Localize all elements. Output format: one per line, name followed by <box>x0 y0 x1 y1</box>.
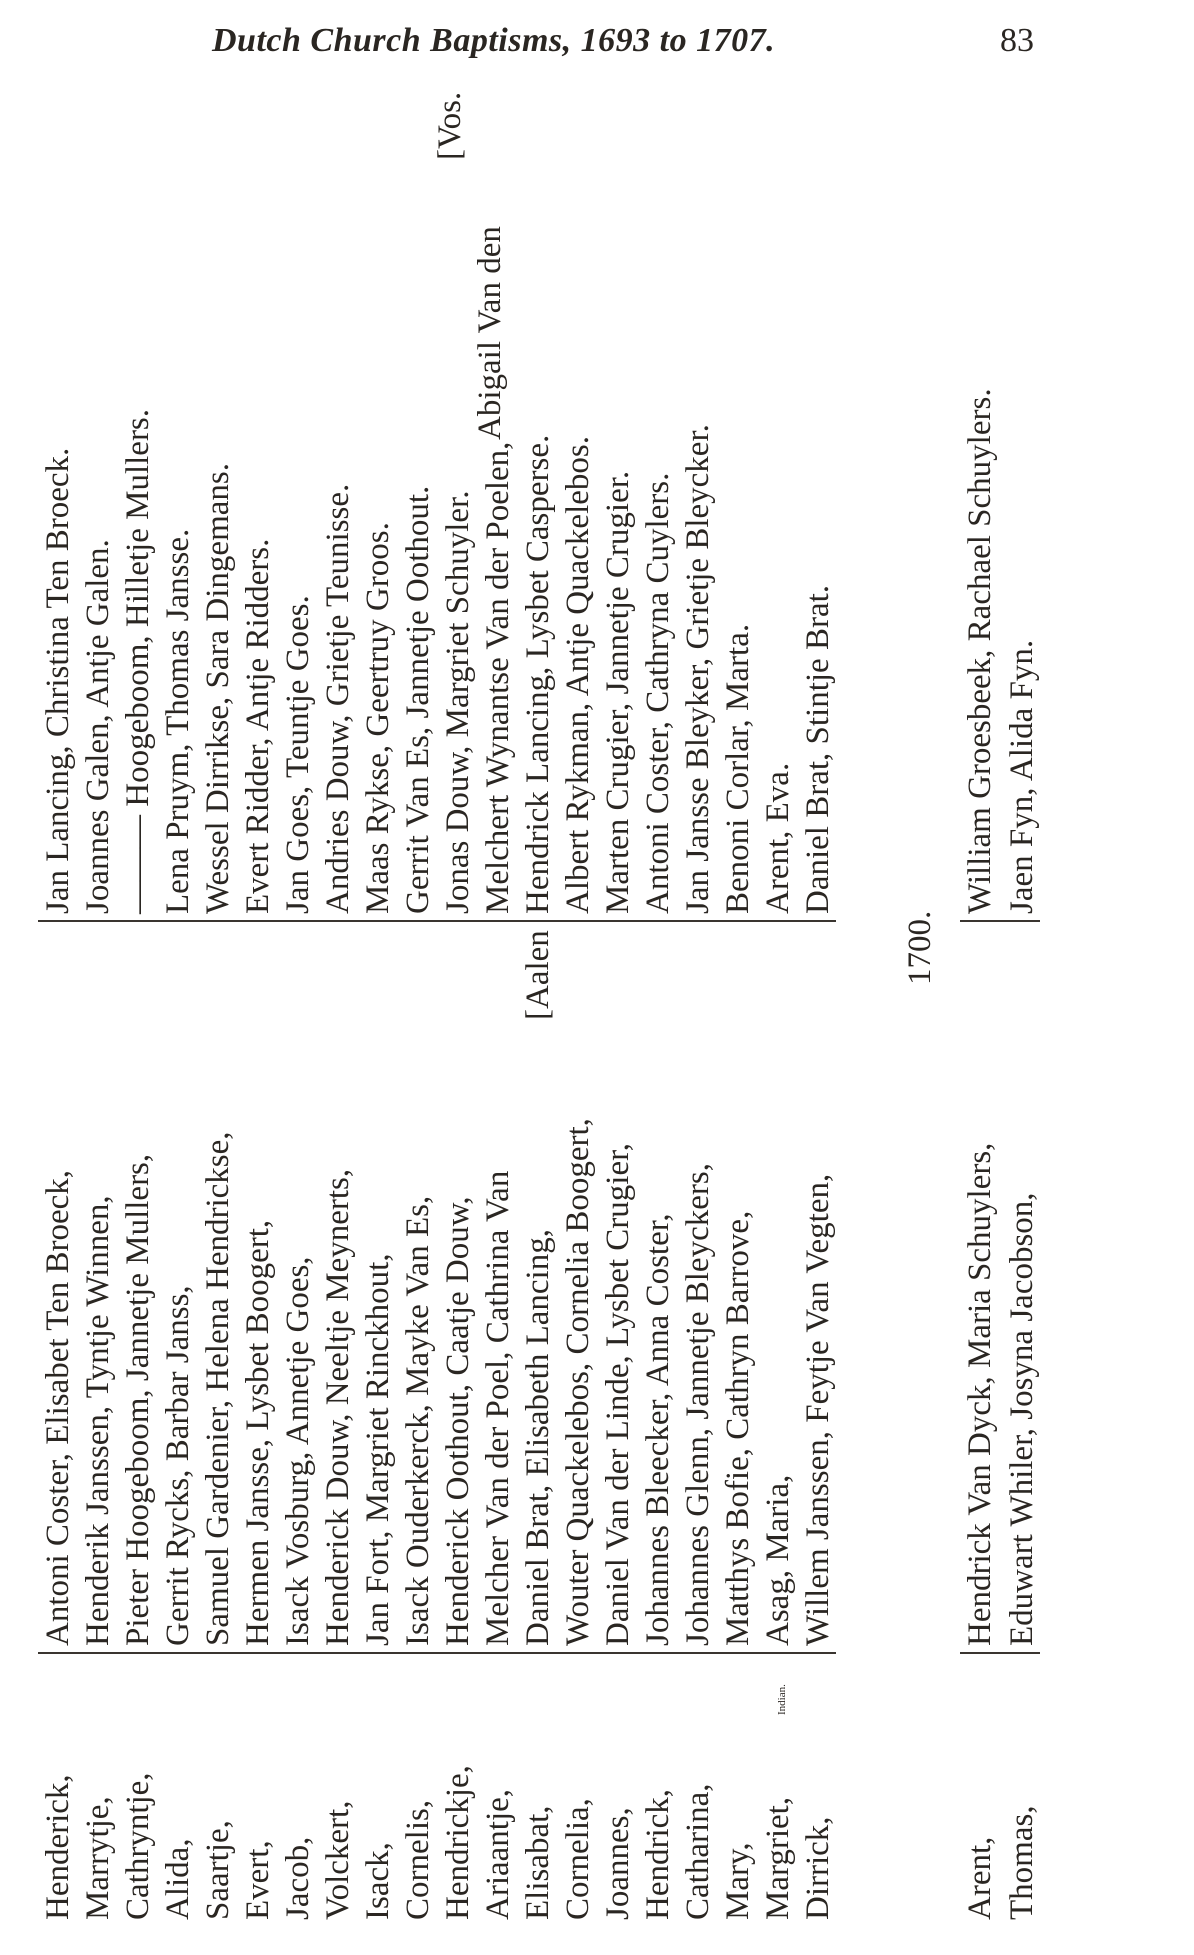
column-rule-parents-1700 <box>960 1652 1040 1654</box>
sponsors-names: Albert Rykman, Antje Quackelebos. <box>560 436 596 914</box>
sponsors-names: Daniel Brat, Stintje Brat. <box>800 584 836 914</box>
running-header <box>0 22 1194 62</box>
child-name: Ariaantje, <box>480 1788 516 1920</box>
parents-names: Hendrick Van Dyck, Maria Schuylers, <box>962 1142 998 1646</box>
parents-names: Jan Fort, Margriet Rinckhout, <box>360 1253 396 1646</box>
parents-names: Isack Vosburg, Annetje Goes, <box>280 1256 316 1646</box>
child-name: Joannes, <box>600 1807 636 1920</box>
sponsors-names: Maas Rykse, Geertruy Groos. <box>360 522 396 914</box>
child-name: Cathryntje, <box>120 1772 156 1920</box>
parents-names: Henderik Janssen, Tyntje Winnen, <box>80 1195 116 1646</box>
page-number: 83 <box>1000 22 1034 59</box>
sponsors-names: Jan Jansse Bleyker, Grietje Bleycker. <box>680 424 716 914</box>
parents-names: Henderick Douw, Neeltje Meynerts, <box>320 1168 356 1646</box>
parents-names: Pieter Hoogeboom, Jannetje Mullers, <box>120 1153 156 1646</box>
parents-names: Johannes Glenn, Jannetje Bleyckers, <box>680 1163 716 1646</box>
parents-names: Willem Janssen, Feytje Van Vegten, <box>800 1173 836 1646</box>
parents-names: Matthys Bofie, Cathryn Barrove, <box>720 1210 756 1646</box>
child-name: Henderick, <box>40 1774 76 1920</box>
column-rule-sponsors <box>38 920 836 922</box>
parents-names: Wouter Quackelebos, Cornelia Boogert, <box>560 1118 596 1646</box>
parents-names: Daniel Van der Linde, Lysbet Crugier, <box>600 1142 636 1646</box>
child-name: Marrytje, <box>80 1796 116 1920</box>
sponsors-names: Evert Ridder, Antje Ridders. <box>240 538 276 914</box>
child-name: Isack, <box>360 1842 396 1920</box>
child-name: Alida, <box>160 1838 196 1920</box>
sponsors-names: Joannes Galen, Antje Galen. <box>80 539 116 914</box>
child-name: Volckert, <box>320 1800 356 1920</box>
child-name: Jacob, <box>280 1836 316 1920</box>
child-name: Arent, <box>962 1836 998 1920</box>
sponsors-names: Melchert Wynantse Van der Poelen, <box>480 441 516 914</box>
sponsors-names: Marten Crugier, Jannetje Crugier. <box>600 470 636 914</box>
child-name: Saartje, <box>200 1820 236 1920</box>
sponsors-names: Jonas Douw, Margriet Schuyler. <box>440 490 476 914</box>
parents-names: Isack Ouderkerck, Mayke Van Es, <box>400 1195 436 1646</box>
parents-names: Hermen Jansse, Lysbet Boogert, <box>240 1219 276 1646</box>
year-heading: 1700. <box>902 910 938 985</box>
parents-names: Melcher Van der Poel, Cathrina Van <box>480 1170 516 1646</box>
child-name: Cornelia, <box>560 1798 596 1920</box>
parents-names: Asag, Maria, <box>760 1474 796 1646</box>
sponsors-names: Hendrick Lancing, Lysbet Casperse. <box>520 434 556 914</box>
column-rule-parents <box>38 1652 836 1654</box>
continuation-van-den: Abigail Van den <box>472 226 508 440</box>
sponsors-names: Arent, Eva. <box>760 762 796 914</box>
child-name: Catharina, <box>680 1783 716 1920</box>
sponsors-names: Antoni Coster, Cathryna Cuylers. <box>640 472 676 914</box>
child-name: Hendrick, <box>640 1788 676 1920</box>
sponsors-names: Gerrit Van Es, Jannetje Oothout. <box>400 485 436 914</box>
parents-names: Henderick Oothout, Caatje Douw, <box>440 1196 476 1646</box>
parents-names: Gerrit Rycks, Barbar Janss, <box>160 1285 196 1646</box>
sponsors-names: Jan Goes, Teuntje Goes. <box>280 595 316 914</box>
child-name: Cornelis, <box>400 1799 436 1920</box>
sponsors-names: William Groesbeek, Rachael Schuylers. <box>962 388 998 914</box>
sponsors-names: Jaen Fyn, Alida Fyn. <box>1004 639 1040 914</box>
column-rule-sponsors-1700 <box>960 920 1040 922</box>
parents-names: Johannes Bleecker, Anna Coster, <box>640 1213 676 1646</box>
child-name: Elisabat, <box>520 1805 556 1920</box>
child-name: Mary, <box>720 1842 756 1920</box>
sponsors-names: Jan Lancing, Christina Ten Broeck. <box>40 447 76 914</box>
sponsors-names: Benoni Corlar, Marta. <box>720 623 756 914</box>
sponsors-names: Lena Pruym, Thomas Jansse. <box>160 528 196 914</box>
sponsors-names: ——— Hoogeboom, Hilletje Mullers. <box>120 408 156 914</box>
child-note: Indian. <box>776 1684 788 1715</box>
parents-names: Antoni Coster, Elisabet Ten Broeck, <box>40 1169 76 1646</box>
child-name: Evert, <box>240 1840 276 1920</box>
child-name: Thomas, <box>1004 1805 1040 1920</box>
parents-continuation: [Aalen <box>520 930 556 1020</box>
sponsors-names: Wessel Dirrikse, Sara Dingemans. <box>200 463 236 914</box>
child-name: Dirrick, <box>800 1816 836 1920</box>
parents-names: Daniel Brat, Elisabeth Lancing, <box>520 1229 556 1646</box>
child-name: Hendrickje, <box>440 1765 476 1920</box>
parents-names: Samuel Gardenier, Helena Hendrickse, <box>200 1131 236 1646</box>
baptism-register <box>30 60 1110 1920</box>
continuation-vos: [Vos. <box>432 91 468 160</box>
parents-names: Eduwart Whiler, Josyna Jacobson, <box>1004 1192 1040 1646</box>
sponsors-names: Andries Douw, Grietje Teunisse. <box>320 483 356 914</box>
page-title: Dutch Church Baptisms, 1693 to 1707. <box>212 22 776 59</box>
child-name: Margriet, <box>760 1796 796 1920</box>
